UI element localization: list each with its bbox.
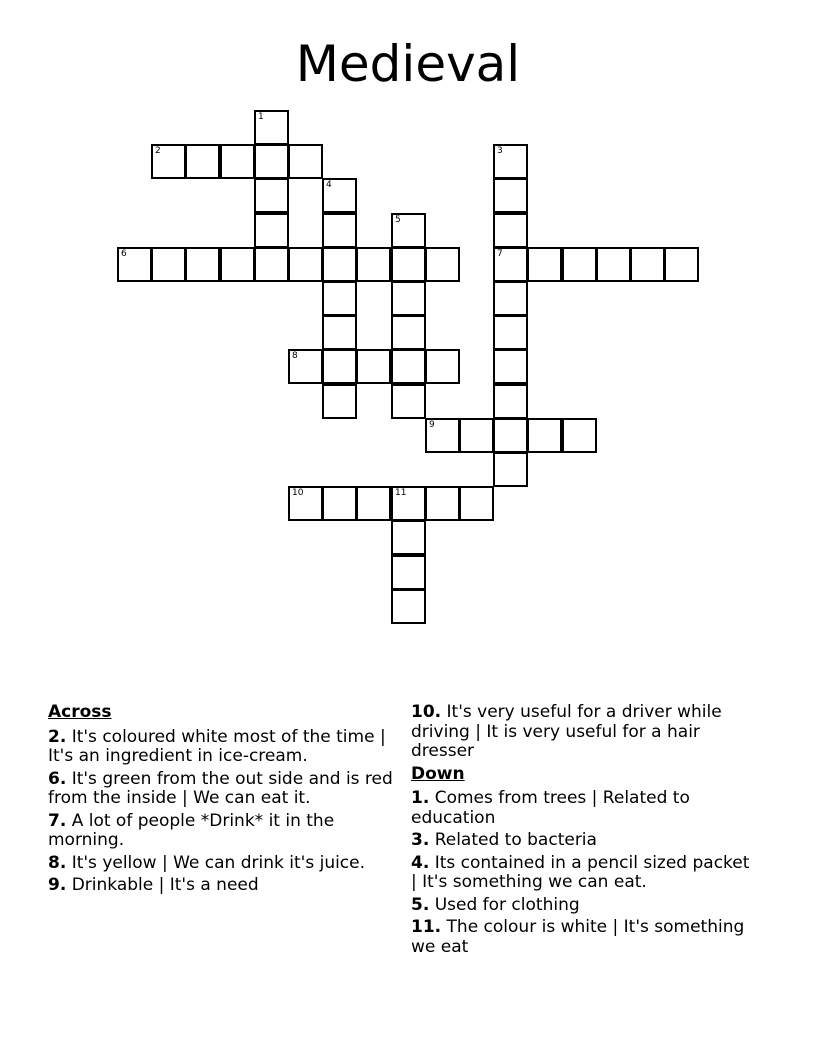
clue-text: Comes from trees | Related to education: [411, 788, 690, 828]
grid-cell[interactable]: [425, 247, 460, 282]
grid-cell[interactable]: [527, 418, 562, 453]
clue-text: A lot of people *Drink* it in the morning.: [48, 810, 335, 850]
grid-cell[interactable]: [185, 144, 220, 179]
clue-number-label: 4: [326, 180, 332, 190]
clue-across-7: [48, 812, 393, 851]
grid-cell[interactable]: [391, 247, 426, 282]
grid-cell[interactable]: [493, 281, 528, 316]
clues-left-column: [48, 703, 393, 899]
clue-text: Its contained in a pencil sized packet | It's something we can eat.: [411, 852, 750, 892]
clue-number: 3.: [411, 830, 430, 850]
grid-cell[interactable]: [527, 247, 562, 282]
grid-cell[interactable]: [220, 144, 255, 179]
grid-cell[interactable]: [322, 213, 357, 248]
grid-cell[interactable]: [459, 418, 494, 453]
grid-cell[interactable]: [425, 349, 460, 384]
clue-number: 10.: [411, 702, 442, 722]
grid-cell[interactable]: [493, 178, 528, 213]
grid-cell[interactable]: [493, 349, 528, 384]
grid-cell[interactable]: [425, 486, 460, 521]
clue-number-label: 8: [292, 351, 298, 361]
clue-number: 7.: [48, 810, 67, 831]
grid-cell[interactable]: [391, 486, 426, 521]
grid-cell[interactable]: [254, 213, 289, 248]
clue-text: It's yellow | We can drink it's juice.: [71, 852, 366, 873]
grid-cell[interactable]: [151, 247, 186, 282]
grid-cell[interactable]: [596, 247, 631, 282]
grid-cell[interactable]: [322, 178, 357, 213]
grid-cell[interactable]: [356, 486, 391, 521]
grid-cell[interactable]: [288, 144, 323, 179]
clue-down-5: [411, 896, 756, 916]
grid-cell[interactable]: [254, 178, 289, 213]
grid-cell[interactable]: [356, 349, 391, 384]
clue-down-4: [411, 854, 756, 893]
clue-across-8: [48, 854, 393, 874]
grid-cell[interactable]: [151, 144, 186, 179]
clue-across-10: [411, 703, 756, 762]
clue-text: Drinkable | It's a need: [71, 875, 259, 895]
grid-cell[interactable]: [425, 418, 460, 453]
grid-cell[interactable]: [185, 247, 220, 282]
grid-cell[interactable]: [254, 144, 289, 179]
grid-cell[interactable]: [493, 213, 528, 248]
clue-number-label: 1: [258, 112, 264, 122]
down-heading: Down: [411, 763, 465, 784]
grid-cell[interactable]: [562, 247, 597, 282]
grid-cell[interactable]: [322, 349, 357, 384]
clue-number: 6.: [48, 768, 67, 789]
grid-cell[interactable]: [391, 384, 426, 419]
grid-cell[interactable]: [117, 247, 152, 282]
clue-number: 9.: [48, 875, 67, 895]
grid-cell[interactable]: [288, 486, 323, 521]
grid-cell[interactable]: [391, 315, 426, 350]
grid-cell[interactable]: [391, 589, 426, 624]
grid-cell[interactable]: [322, 315, 357, 350]
grid-cell[interactable]: [254, 110, 289, 145]
grid-cell[interactable]: [664, 247, 699, 282]
grid-cell[interactable]: [391, 555, 426, 590]
clue-text: The colour is white | It's something we eat: [411, 917, 745, 957]
clue-number-label: 11: [395, 488, 407, 498]
grid-cell[interactable]: [356, 247, 391, 282]
grid-cell[interactable]: [630, 247, 665, 282]
clue-number-label: 3: [497, 146, 503, 156]
grid-cell[interactable]: [322, 384, 357, 419]
clue-number: 2.: [48, 726, 67, 747]
grid-cell[interactable]: [493, 315, 528, 350]
clue-number-label: 10: [292, 488, 304, 498]
grid-cell[interactable]: [391, 520, 426, 555]
clue-across-6: [48, 770, 393, 809]
clue-number-label: 2: [155, 146, 161, 156]
clue-number-label: 6: [121, 249, 127, 259]
across-heading: Across: [48, 702, 112, 722]
clue-down-1: [411, 789, 756, 828]
clue-number-label: 7: [497, 249, 503, 259]
page-title: Medieval: [295, 35, 521, 93]
grid-cell[interactable]: [322, 247, 357, 282]
clue-number: 11.: [411, 917, 442, 937]
clue-number: 8.: [48, 852, 67, 873]
clue-text: It's green from the out side and is red from the inside | We can eat it.: [48, 768, 393, 808]
grid-cell[interactable]: [322, 281, 357, 316]
grid-cell[interactable]: [493, 247, 528, 282]
grid-cell[interactable]: [288, 349, 323, 384]
grid-cell[interactable]: [562, 418, 597, 453]
clue-across-2: [48, 728, 393, 767]
grid-cell[interactable]: [493, 384, 528, 419]
grid-cell[interactable]: [391, 281, 426, 316]
grid-cell[interactable]: [254, 247, 289, 282]
grid-cell[interactable]: [220, 247, 255, 282]
clues-right-column: [411, 703, 756, 960]
clue-text: It's coloured white most of the time | It's an ingredient in ice-cream.: [48, 726, 386, 766]
grid-cell[interactable]: [391, 349, 426, 384]
clue-text: Used for clothing: [434, 894, 580, 915]
grid-cell[interactable]: [459, 486, 494, 521]
grid-cell[interactable]: [391, 213, 426, 248]
clue-across-9: [48, 876, 393, 896]
clue-number: 1.: [411, 788, 430, 808]
clue-down-11: [411, 918, 756, 957]
clue-number: 5.: [411, 894, 430, 915]
clue-number-label: 9: [429, 420, 435, 430]
grid-cell[interactable]: [493, 418, 528, 453]
clue-number-label: 5: [395, 215, 401, 225]
clue-text: It's very useful for a driver while driving | It is very useful for a hair dresser: [411, 702, 722, 761]
grid-cell[interactable]: [322, 486, 357, 521]
clue-down-3: [411, 831, 756, 851]
grid-cell[interactable]: [493, 144, 528, 179]
clue-text: Related to bacteria: [434, 830, 597, 850]
grid-cell[interactable]: [493, 452, 528, 487]
grid-cell[interactable]: [288, 247, 323, 282]
clue-number: 4.: [411, 852, 430, 873]
